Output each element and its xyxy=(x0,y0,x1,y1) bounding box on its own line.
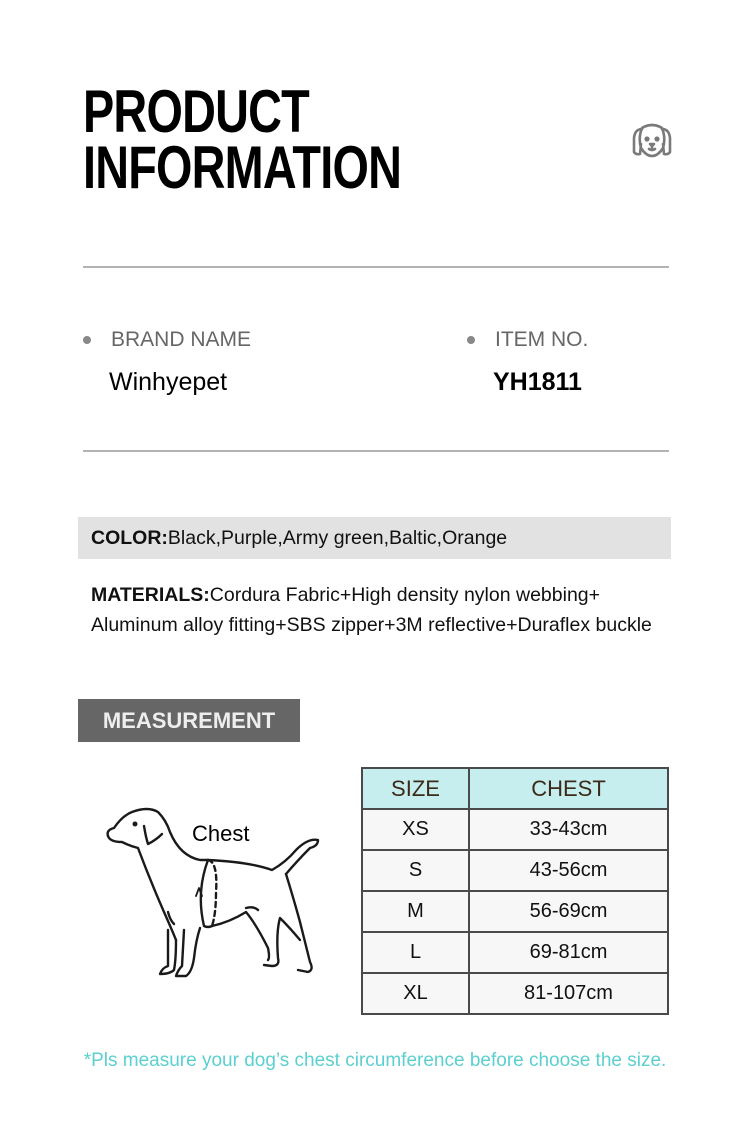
chest-label: Chest xyxy=(192,821,250,846)
table-row xyxy=(362,850,668,891)
table-row xyxy=(362,891,668,932)
materials-label: MATERIALS: xyxy=(91,584,210,606)
size-cell: M xyxy=(362,891,469,932)
size-cell: S xyxy=(362,850,469,891)
chest-cell: 56-69cm xyxy=(469,891,668,932)
divider-bottom xyxy=(83,450,669,452)
table-header-row xyxy=(362,768,668,809)
bullet-icon xyxy=(467,336,475,344)
brand-info xyxy=(83,328,251,397)
title-line-1: PRODUCT xyxy=(83,78,309,145)
size-chart-table xyxy=(361,767,669,1015)
dog-face-icon xyxy=(628,118,676,164)
item-info xyxy=(467,328,588,397)
chest-cell: 69-81cm xyxy=(469,932,668,973)
size-cell: L xyxy=(362,932,469,973)
size-cell: XS xyxy=(362,809,469,850)
brand-value: Winhyepet xyxy=(109,368,228,396)
materials-line-2: Aluminum alloy fitting+SBS zipper+3M reflective+Duraflex buckle xyxy=(91,614,652,636)
chest-cell: 33-43cm xyxy=(469,809,668,850)
divider-top xyxy=(83,266,669,268)
brand-label: BRAND NAME xyxy=(111,328,252,351)
title-line-2: INFORMATION xyxy=(83,134,402,201)
table-row xyxy=(362,932,668,973)
color-row xyxy=(78,517,671,559)
size-cell: XL xyxy=(362,973,469,1014)
materials-block xyxy=(91,580,652,640)
color-value: Black,Purple,Army green,Baltic,Orange xyxy=(167,526,508,549)
chest-cell: 81-107cm xyxy=(469,973,668,1014)
page-title xyxy=(83,78,402,201)
table-row xyxy=(362,809,668,850)
table-row xyxy=(362,973,668,1014)
measurement-tag: MEASUREMENT xyxy=(78,699,300,742)
header-size: SIZE xyxy=(362,768,469,809)
materials-line-1: Cordura Fabric+High density nylon webbing+ xyxy=(209,584,601,606)
item-label: ITEM NO. xyxy=(495,328,589,351)
measurement-note: *Pls measure your dog’s chest circumference before choose the size. xyxy=(83,1050,667,1071)
item-value: YH1811 xyxy=(493,368,582,396)
chest-cell: 43-56cm xyxy=(469,850,668,891)
bullet-icon xyxy=(83,336,91,344)
color-label: COLOR: xyxy=(91,526,168,549)
header-chest: CHEST xyxy=(469,768,668,809)
